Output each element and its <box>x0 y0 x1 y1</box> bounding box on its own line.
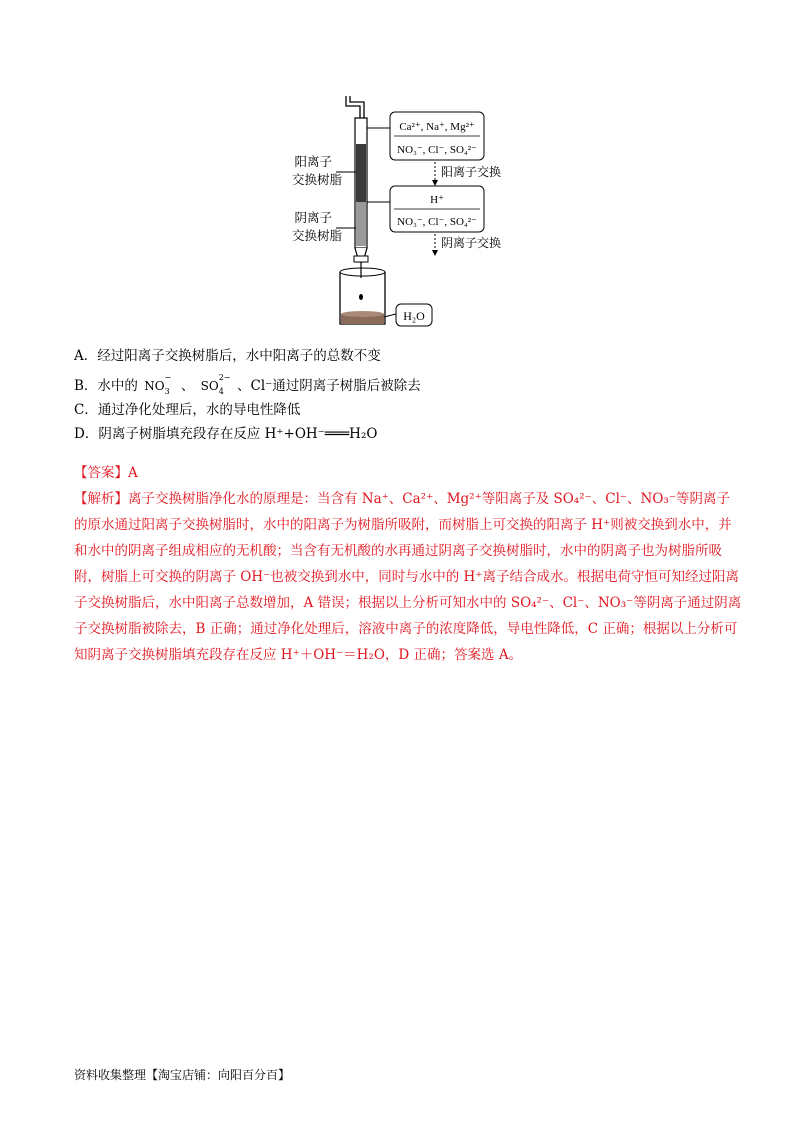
option-a: A．经过阳离子交换树脂后，水中阳离子的总数不变 <box>74 348 381 364</box>
anion-resin-label-2: 交换树脂 <box>291 228 342 243</box>
options-list <box>74 344 421 446</box>
option-b-prefix: B．水中的 <box>74 378 138 394</box>
analysis <box>74 486 742 668</box>
no3-formula: NO − 3 <box>144 373 172 396</box>
ion-exchange-diagram <box>280 92 520 332</box>
step2-label: 阴离子交换 <box>441 236 502 250</box>
box1-cations: Ca²⁺, Na⁺, Mg²⁺ <box>399 121 475 133</box>
option-d: D．阴离子树脂填充段存在反应 H⁺+OH⁻═══H₂O <box>74 426 378 442</box>
cation-resin-label: 阳离子 <box>294 154 332 169</box>
analysis-text: 离子交换树脂净化水的原理是：当含有 Na⁺、Ca²⁺、Mg²⁺等阳离子及 SO₄²⁻、Cl⁻、NO₃⁻等阴离子的原水通过阳离子交换树脂时，水中的阳离子为树脂所吸附，而树脂上可交换的阳离子 H⁺则被交换到水中，并和水中的阴离子组成相应的无机酸；当含有无机酸的水再通过阴离子交换树脂时，水中的阴离子也为树脂所吸附，树脂上可交换的阴离子 OH⁻也被交换到水中，同时与水中的 H⁺离子结合成水。根据电荷守恒可知经过阳离子交换树脂后，水中阳离子总数增加，A 错误；根据以上分析可知水中的 SO₄²⁻、Cl⁻、NO₃⁻等阴离子通过阴离子交换树脂被除去，B 正确；通过净化处理后，溶液中离子的浓度降低，导电性降低，C 正确；根据以上分析可知阴离子交换树脂填充段存在反应 H⁺＋OH⁻＝H₂O，D 正确；答案选 A。 <box>74 491 742 663</box>
so4-formula: SO 2− 4 <box>200 373 231 396</box>
cation-resin-fill <box>356 144 366 202</box>
anion-resin-fill <box>356 202 366 246</box>
box2-cations: H⁺ <box>430 194 444 206</box>
analysis-label: 【解析】 <box>74 491 128 507</box>
answer-label: 【答案】A <box>74 465 138 481</box>
cation-resin-label-2: 交换树脂 <box>291 172 342 187</box>
option-c: C．通过净化处理后，水的导电性降低 <box>74 402 301 418</box>
box2-anions: NO₃⁻, Cl⁻, SO₄²⁻ <box>397 216 477 228</box>
option-b <box>74 374 421 398</box>
option-b-suffix: 、Cl⁻通过阴离子树脂后被除去 <box>237 378 421 394</box>
option-b-separator: 、 <box>180 378 195 394</box>
step1-label: 阳离子交换 <box>441 165 502 179</box>
footer-source: 资料收集整理【淘宝店铺：向阳百分百】 <box>74 1068 291 1082</box>
box1-anions: NO₃⁻, Cl⁻, SO₄²⁻ <box>397 144 477 156</box>
answer-section <box>74 460 742 668</box>
anion-resin-label: 阴离子 <box>294 210 332 225</box>
water-label: H₂O <box>403 309 425 323</box>
